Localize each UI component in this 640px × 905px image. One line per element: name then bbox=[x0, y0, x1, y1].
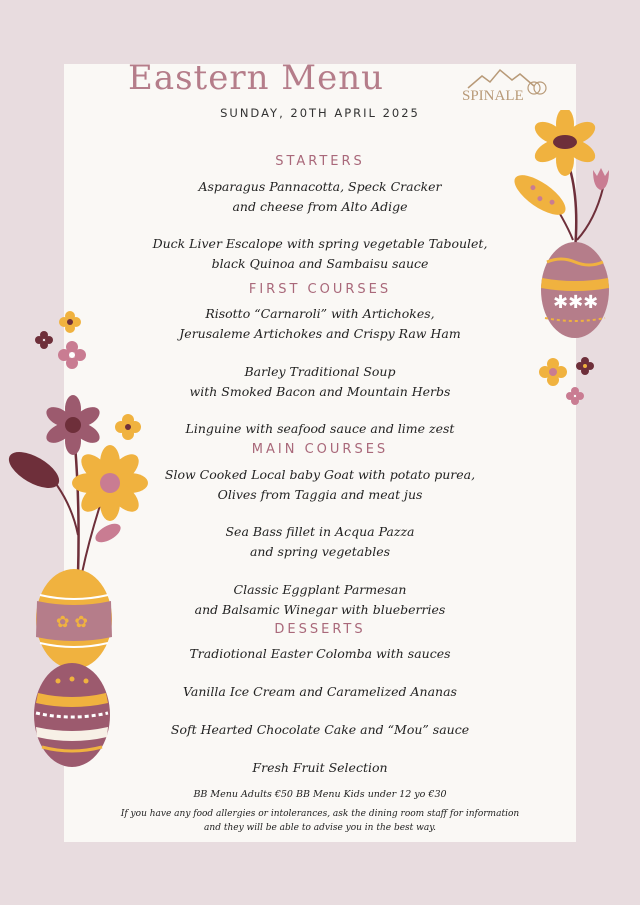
menu-title: Eastern Menu bbox=[128, 58, 385, 98]
dish-item: Classic Eggplant Parmesan and Balsamic Winegar with blueberries bbox=[194, 582, 446, 617]
menu-date: SUNDAY, 20TH APRIL 2025 bbox=[220, 106, 420, 120]
dish-item: Linguine with seafood sauce and lime zest bbox=[185, 421, 455, 436]
flower-icon bbox=[566, 387, 584, 405]
dish-item: Asparagus Pannacotta, Speck Cracker and cheese from Alto Adige bbox=[198, 179, 442, 214]
leaf-icon bbox=[509, 168, 572, 222]
dish-item: Vanilla Ice Cream and Caramelized Ananas bbox=[183, 684, 457, 699]
dish-item: Sea Bass fillet in Acqua Pazza and spring vegetables bbox=[225, 524, 415, 559]
dish-item: Duck Liver Escalope with spring vegetable Taboulet, black Quinoa and Sambaisu sauce bbox=[152, 236, 488, 271]
dish-item: Risotto “Carnaroli” with Artichokes, Jerusaleme Artichokes and Crispy Raw Ham bbox=[179, 306, 461, 341]
easter-egg-icon bbox=[541, 242, 609, 338]
allergy-note: If you have any food allergies or intolerances, ask the dining room staff for information and they will be able to advise you in the best way. bbox=[120, 809, 520, 833]
easter-egg-icon bbox=[36, 569, 112, 669]
dish-item: Tradiotional Easter Colomba with sauces bbox=[189, 646, 451, 661]
right-floral-decoration bbox=[505, 110, 640, 410]
svg-text:✿ ✿: ✿ ✿ bbox=[56, 612, 88, 631]
dish-item: Slow Cooked Local baby Goat with potato purea, Olives from Taggia and meat jus bbox=[164, 467, 476, 502]
flower-icon bbox=[539, 358, 567, 386]
tulip-icon bbox=[593, 168, 609, 190]
section-title-desserts: DESSERTS bbox=[274, 622, 366, 637]
spinale-logo bbox=[460, 66, 550, 106]
flower-icon bbox=[576, 357, 594, 375]
flower-icon bbox=[59, 311, 81, 333]
flower-icon bbox=[72, 445, 148, 521]
flower-icon bbox=[58, 341, 86, 369]
flower-icon bbox=[115, 414, 141, 440]
svg-text:✱✱✱: ✱✱✱ bbox=[553, 292, 599, 313]
logo-text: SPINALE bbox=[462, 88, 524, 104]
leaf-icon bbox=[3, 445, 64, 496]
section-title-first-courses: FIRST COURSES bbox=[248, 282, 392, 297]
flower-icon bbox=[35, 331, 53, 349]
dish-item: Soft Hearted Chocolate Cake and “Mou” sauce bbox=[170, 722, 470, 737]
easter-egg-icon bbox=[34, 663, 110, 767]
price-line: BB Menu Adults €50 BB Menu Kids under 12 yo €30 bbox=[193, 789, 447, 800]
dish-item: Barley Traditional Soup with Smoked Bacon and Mountain Herbs bbox=[189, 364, 451, 399]
flower-icon bbox=[43, 395, 103, 455]
dish-item: Fresh Fruit Selection bbox=[252, 760, 388, 775]
flower-icon bbox=[531, 110, 599, 176]
leaf-icon bbox=[92, 520, 123, 546]
left-floral-decoration bbox=[0, 305, 150, 775]
section-title-starters: STARTERS bbox=[275, 154, 365, 169]
section-title-main-courses: MAIN COURSES bbox=[251, 442, 389, 457]
